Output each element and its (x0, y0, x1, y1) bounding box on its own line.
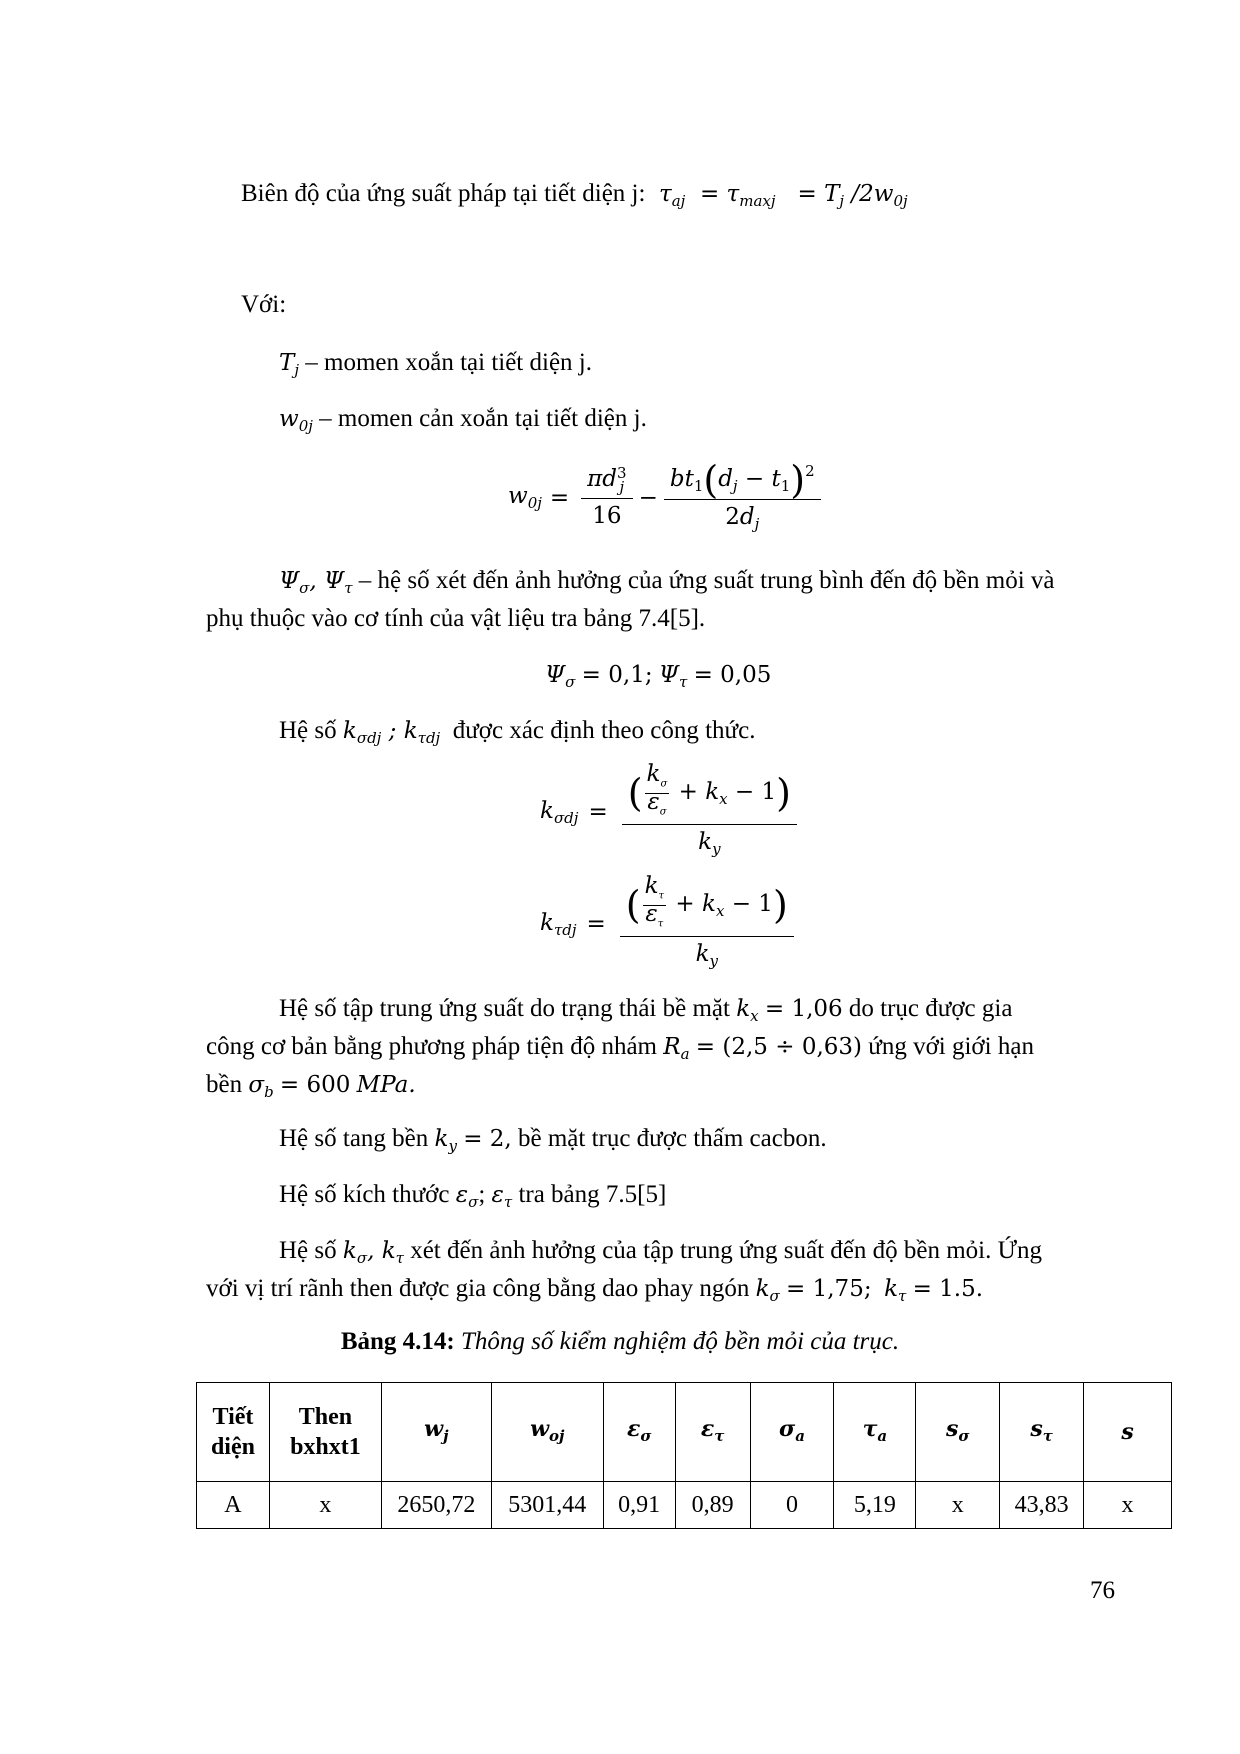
fatigue-table (196, 1382, 1172, 1529)
header-wj: $w_j$ (381, 1383, 491, 1482)
kx-paragraph-line3: bền $\sigma_b = 600$ MPa. (206, 1071, 416, 1101)
k-tau-dj-formula: $k_{\tau dj}$ = ( $\frac{k_\tau}{\varepsilon_\tau}$ + $k_x - 1$) $k_y$ (540, 878, 798, 970)
ky-line: Hệ số tang bền $k_y = 2$, bề mặt trục được thấm cacbon. (279, 1125, 827, 1155)
cell-s: x (1084, 1482, 1172, 1529)
cell-tiet-dien: A (197, 1482, 270, 1529)
header-woj: $w_{oj}$ (491, 1383, 603, 1482)
header-tiet-dien: Tiết diện (197, 1383, 270, 1482)
w0j-definition: $w_{0j}$ – momen cản xoắn tại tiết diện j. (279, 405, 647, 435)
tau-aj-formula: $\tau_{aj} = \tau_{maxj} = T_j$ $/2w_{0j}$ (651, 181, 908, 210)
cell-s-sigma: x (916, 1482, 1000, 1529)
table-caption: Bảng 4.14: Thông số kiểm nghiệm độ bền mỏi của trục. (340, 1328, 900, 1355)
cell-eps-sigma: 0,91 (603, 1482, 675, 1529)
header-s-sigma: $s_\sigma$ (916, 1383, 1000, 1482)
eps-line: Hệ số kích thước $\varepsilon_\sigma$; $\varepsilon_\tau$ tra bảng 7.5[5] (279, 1181, 667, 1211)
psi-values: $\Psi_\sigma = 0,1$; $\Psi_\tau = 0,05$ (545, 662, 772, 691)
header-sigma-a: $\sigma_a$ (750, 1383, 834, 1482)
psi-definition-line1: $\Psi_\sigma$, $\Psi_\tau$ – hệ số xét đến ảnh hưởng của ứng suất trung bình đến độ bền mỏi và (279, 567, 1055, 597)
header-eps-sigma: $\varepsilon_\sigma$ (603, 1383, 675, 1482)
cell-s-tau: 43,83 (1000, 1482, 1084, 1529)
voi-label: Với: (241, 291, 287, 318)
header-s: s (1084, 1383, 1172, 1482)
table-header-row (197, 1383, 1172, 1482)
k-coefficients-line: Hệ số $k_{\sigma dj}$ ; $k_{\tau dj}$ được xác định theo công thức. (279, 717, 756, 747)
table-row (197, 1482, 1172, 1529)
kx-paragraph-line2: công cơ bản bằng phương pháp tiện độ nhám $R_a = (2,5 \div 0,63)$ ứng với giới hạn (206, 1033, 1034, 1063)
ks-paragraph-line1: Hệ số $k_\sigma$, $k_\tau$ xét đến ảnh hưởng của tập trung ứng suất đến độ bền mỏi. Ứng (279, 1237, 1043, 1267)
w0j-formula: $w_{0j}$ = πd 3 j 16 − $\frac{bt_1(d_j - t_1)^2}{2d_j}$ (508, 462, 825, 533)
ks-paragraph-line2: với vị trí rãnh then được gia công bằng dao phay ngón $k_\sigma = 1,75$; $k_\tau = 1.5$. (206, 1275, 984, 1305)
header-s-tau: $s_\tau$ (1000, 1383, 1084, 1482)
cell-woj: 5301,44 (491, 1482, 603, 1529)
header-eps-tau: $\varepsilon_\tau$ (675, 1383, 750, 1482)
kx-paragraph-line1: Hệ số tập trung ứng suất do trạng thái bề mặt $k_x = 1,06$ do trục được gia (279, 995, 1013, 1025)
cell-wj: 2650,72 (381, 1482, 491, 1529)
header-then: Then bxhxt1 (269, 1383, 381, 1482)
psi-definition-line2: phụ thuộc vào cơ tính của vật liệu tra bảng 7.4[5]. (206, 605, 706, 632)
cell-then: x (269, 1482, 381, 1529)
page-number: 76 (1090, 1577, 1115, 1604)
k-sigma-dj-formula: $k_{\sigma dj}$ = ( $\frac{k_\sigma}{\varepsilon_\sigma}$ + $k_x - 1$) $k_y$ (540, 766, 801, 858)
header-tau-a: $\tau_a$ (834, 1383, 916, 1482)
cell-sigma-a: 0 (750, 1482, 834, 1529)
tj-definition: $T_j$ – momen xoắn tại tiết diện j. (279, 349, 592, 379)
cell-tau-a: 5,19 (834, 1482, 916, 1529)
amplitude-line (241, 177, 908, 218)
amplitude-text: Biên độ của ứng suất pháp tại tiết diện j: (241, 180, 646, 207)
cell-eps-tau: 0,89 (675, 1482, 750, 1529)
